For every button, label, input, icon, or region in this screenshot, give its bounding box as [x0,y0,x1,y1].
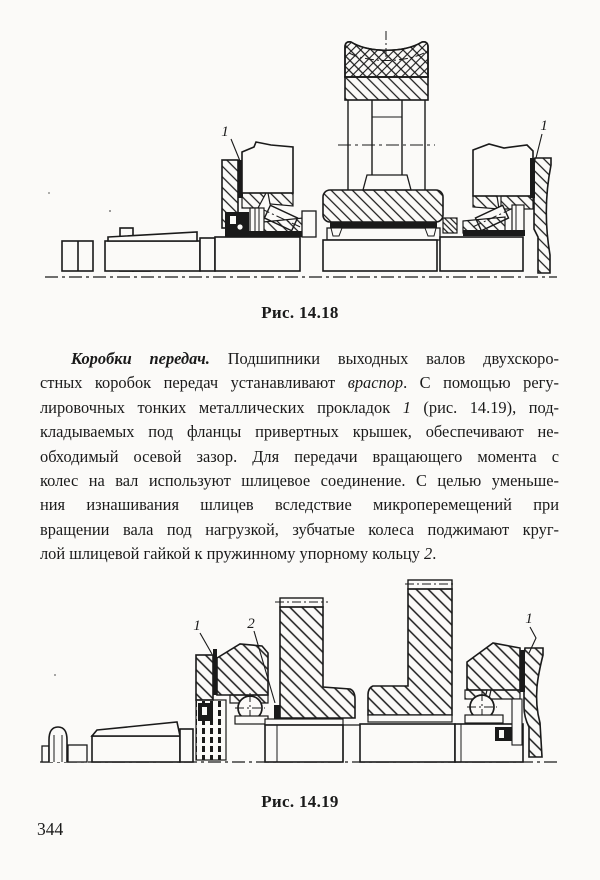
figure-14-18-drawing [35,15,575,287]
part-label-1-left: 1 [193,618,201,634]
paragraph-lines [40,347,559,567]
snap-ring [274,705,280,719]
bearing-unit-left [222,142,316,237]
part-label-1-left: 1 [221,124,229,140]
cover-right [534,158,551,273]
housing-wall-right [467,643,520,690]
figure-14-18 [35,15,575,287]
housing-wall-right [473,144,533,196]
paragraph-line: лой шлицевой гайкой к пружинному упорному кольцу 2. [40,544,437,564]
part-label-2: 2 [247,616,255,632]
bearing-unit-right [455,643,543,762]
bearing-unit-right [440,144,551,273]
gear-left [275,598,355,718]
paragraph-line: стных коробок передач устанавливают враспор. С помощью регу- [40,373,559,393]
paragraph-line: обходимый осевой зазор. Для передачи вращающего момента с [40,446,559,466]
figure-14-19 [25,575,575,775]
figure-14-18-caption: Рис. 14.18 [261,303,339,322]
paragraph-line: лировочных тонких металлических прокладок 1 (рис. 14.19), под- [40,397,559,417]
paragraph-line: ния изнашивания шлицев вследствие микроперемещений при [40,495,559,515]
page-number: 344 [37,819,64,839]
gear-right [360,580,455,762]
paragraph-line: вращении вала под нагрузкой, зубчатые колеса поджимают круг- [40,519,559,539]
seal-left [225,212,249,233]
part-label-1-right: 1 [525,611,533,627]
gear-hub [323,190,443,222]
paragraph-line: Коробки передач. Подшипники выходных валов двухскоро- [71,349,559,368]
part-label-1-right: 1 [540,118,548,134]
cover-left [196,655,213,700]
paragraph [40,347,559,567]
figure-14-19-drawing [25,575,575,775]
cover-right [524,648,543,757]
paragraph-line: кладываемых под фланцы привертных крышек, обеспечивают не- [40,422,559,442]
housing-wall-left [242,142,293,193]
figure-14-19-caption: Рис. 14.19 [261,792,339,811]
shaft-left-end [42,722,193,762]
center-gear [323,31,443,271]
paragraph-line: колес на вал используют шлицевое соединение. С целью уменьше- [40,471,559,491]
